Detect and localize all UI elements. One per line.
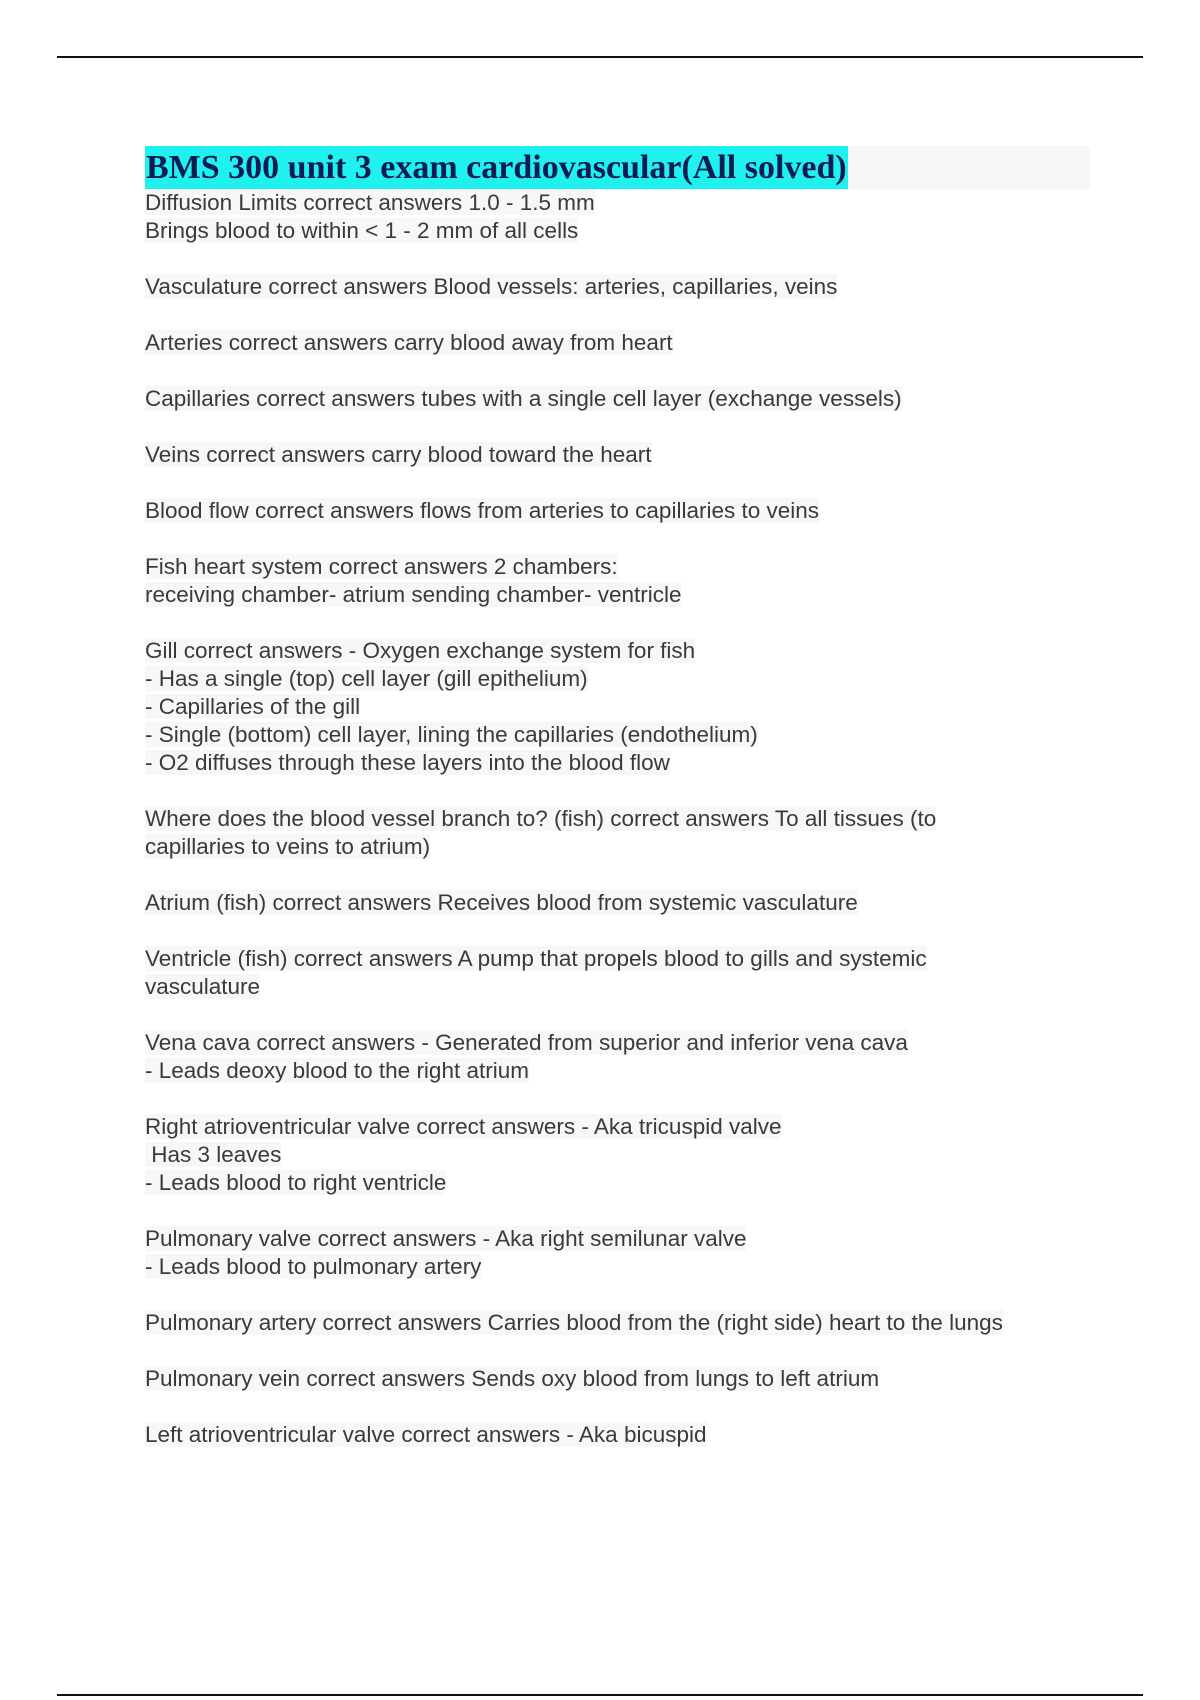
qa-line — [145, 833, 1090, 861]
qa-line-text: Gill correct answers - Oxygen exchange system for fish — [145, 638, 696, 663]
qa-line — [145, 1057, 1090, 1085]
qa-line — [145, 497, 1090, 525]
document-body — [145, 146, 1090, 1477]
qa-line-text: Pulmonary vein correct answers Sends oxy blood from lungs to left atrium — [145, 1366, 880, 1391]
qa-entry — [145, 945, 1090, 1001]
qa-entry — [145, 329, 1090, 357]
page-top-rule — [57, 56, 1143, 58]
qa-entry — [145, 1421, 1090, 1449]
qa-line-text: Pulmonary artery correct answers Carries blood from the (right side) heart to the lungs — [145, 1310, 1003, 1335]
qa-entry — [145, 441, 1090, 469]
qa-entry — [145, 1113, 1090, 1197]
qa-line — [145, 273, 1090, 301]
qa-entry — [145, 805, 1090, 861]
qa-entry — [145, 637, 1090, 777]
qa-entry — [145, 553, 1090, 609]
qa-line — [145, 1225, 1090, 1253]
qa-entry — [145, 273, 1090, 301]
qa-entry — [145, 1225, 1090, 1281]
qa-line-text: - Leads deoxy blood to the right atrium — [145, 1058, 529, 1083]
qa-line — [145, 721, 1090, 749]
qa-line-text: - Leads blood to pulmonary artery — [145, 1254, 482, 1279]
qa-line-text: Ventricle (fish) correct answers A pump that propels blood to gills and systemic — [145, 946, 927, 971]
title-row — [145, 146, 1090, 189]
qa-line — [145, 889, 1090, 917]
qa-line — [145, 1253, 1090, 1281]
qa-line — [145, 553, 1090, 581]
qa-line-text: Capillaries correct answers tubes with a single cell layer (exchange vessels) — [145, 386, 902, 411]
qa-line — [145, 1113, 1090, 1141]
qa-line-text: - O2 diffuses through these layers into the blood flow — [145, 750, 670, 775]
qa-entry — [145, 189, 1090, 245]
qa-line — [145, 217, 1090, 245]
qa-line-text: Vasculature correct answers Blood vessels: arteries, capillaries, veins — [145, 274, 838, 299]
qa-list — [145, 189, 1090, 1449]
qa-line — [145, 1141, 1090, 1169]
qa-line-text: Pulmonary valve correct answers - Aka right semilunar valve — [145, 1226, 747, 1251]
qa-line — [145, 749, 1090, 777]
qa-line — [145, 581, 1090, 609]
qa-line-text: Brings blood to within < 1 - 2 mm of all cells — [145, 218, 579, 243]
qa-line-text: Left atrioventricular valve correct answers - Aka bicuspid — [145, 1422, 707, 1447]
qa-entry — [145, 889, 1090, 917]
qa-line — [145, 1029, 1090, 1057]
qa-line — [145, 693, 1090, 721]
qa-line — [145, 805, 1090, 833]
qa-line-text: - Capillaries of the gill — [145, 694, 361, 719]
qa-line — [145, 1309, 1090, 1337]
qa-line-text: - Single (bottom) cell layer, lining the capillaries (endothelium) — [145, 722, 758, 747]
qa-line-text: - Leads blood to right ventricle — [145, 1170, 447, 1195]
qa-line-text: receiving chamber- atrium sending chamber- ventricle — [145, 582, 682, 607]
qa-line — [145, 1365, 1090, 1393]
qa-line-text: Veins correct answers carry blood toward the heart — [145, 442, 652, 467]
qa-line — [145, 973, 1090, 1001]
qa-line-text: Where does the blood vessel branch to? (fish) correct answers To all tissues (to — [145, 806, 937, 831]
qa-line — [145, 189, 1090, 217]
page-bottom-rule — [57, 1694, 1143, 1696]
qa-line-text: - Has a single (top) cell layer (gill epithelium) — [145, 666, 588, 691]
qa-line-text: Arteries correct answers carry blood away from heart — [145, 330, 673, 355]
qa-line — [145, 637, 1090, 665]
qa-line — [145, 441, 1090, 469]
qa-entry — [145, 385, 1090, 413]
qa-line-text: Blood flow correct answers flows from arteries to capillaries to veins — [145, 498, 820, 523]
qa-line-text: Diffusion Limits correct answers 1.0 - 1.5 mm — [145, 190, 595, 215]
document-title: BMS 300 unit 3 exam cardiovascular(All solved) — [145, 146, 848, 189]
qa-line — [145, 1169, 1090, 1197]
qa-line-text: Right atrioventricular valve correct answers - Aka tricuspid valve — [145, 1114, 782, 1139]
qa-line-text: capillaries to veins to atrium) — [145, 834, 431, 859]
qa-line-text: Fish heart system correct answers 2 chambers: — [145, 554, 618, 579]
qa-line — [145, 665, 1090, 693]
qa-line — [145, 945, 1090, 973]
qa-line — [145, 329, 1090, 357]
qa-line-text: vasculature — [145, 974, 261, 999]
qa-line-text: Has 3 leaves — [145, 1142, 282, 1167]
qa-entry — [145, 1309, 1090, 1337]
qa-line — [145, 385, 1090, 413]
qa-line — [145, 1421, 1090, 1449]
qa-entry — [145, 1029, 1090, 1085]
qa-line-text: Atrium (fish) correct answers Receives blood from systemic vasculature — [145, 890, 858, 915]
qa-line-text: Vena cava correct answers - Generated from superior and inferior vena cava — [145, 1030, 908, 1055]
qa-entry — [145, 497, 1090, 525]
qa-entry — [145, 1365, 1090, 1393]
